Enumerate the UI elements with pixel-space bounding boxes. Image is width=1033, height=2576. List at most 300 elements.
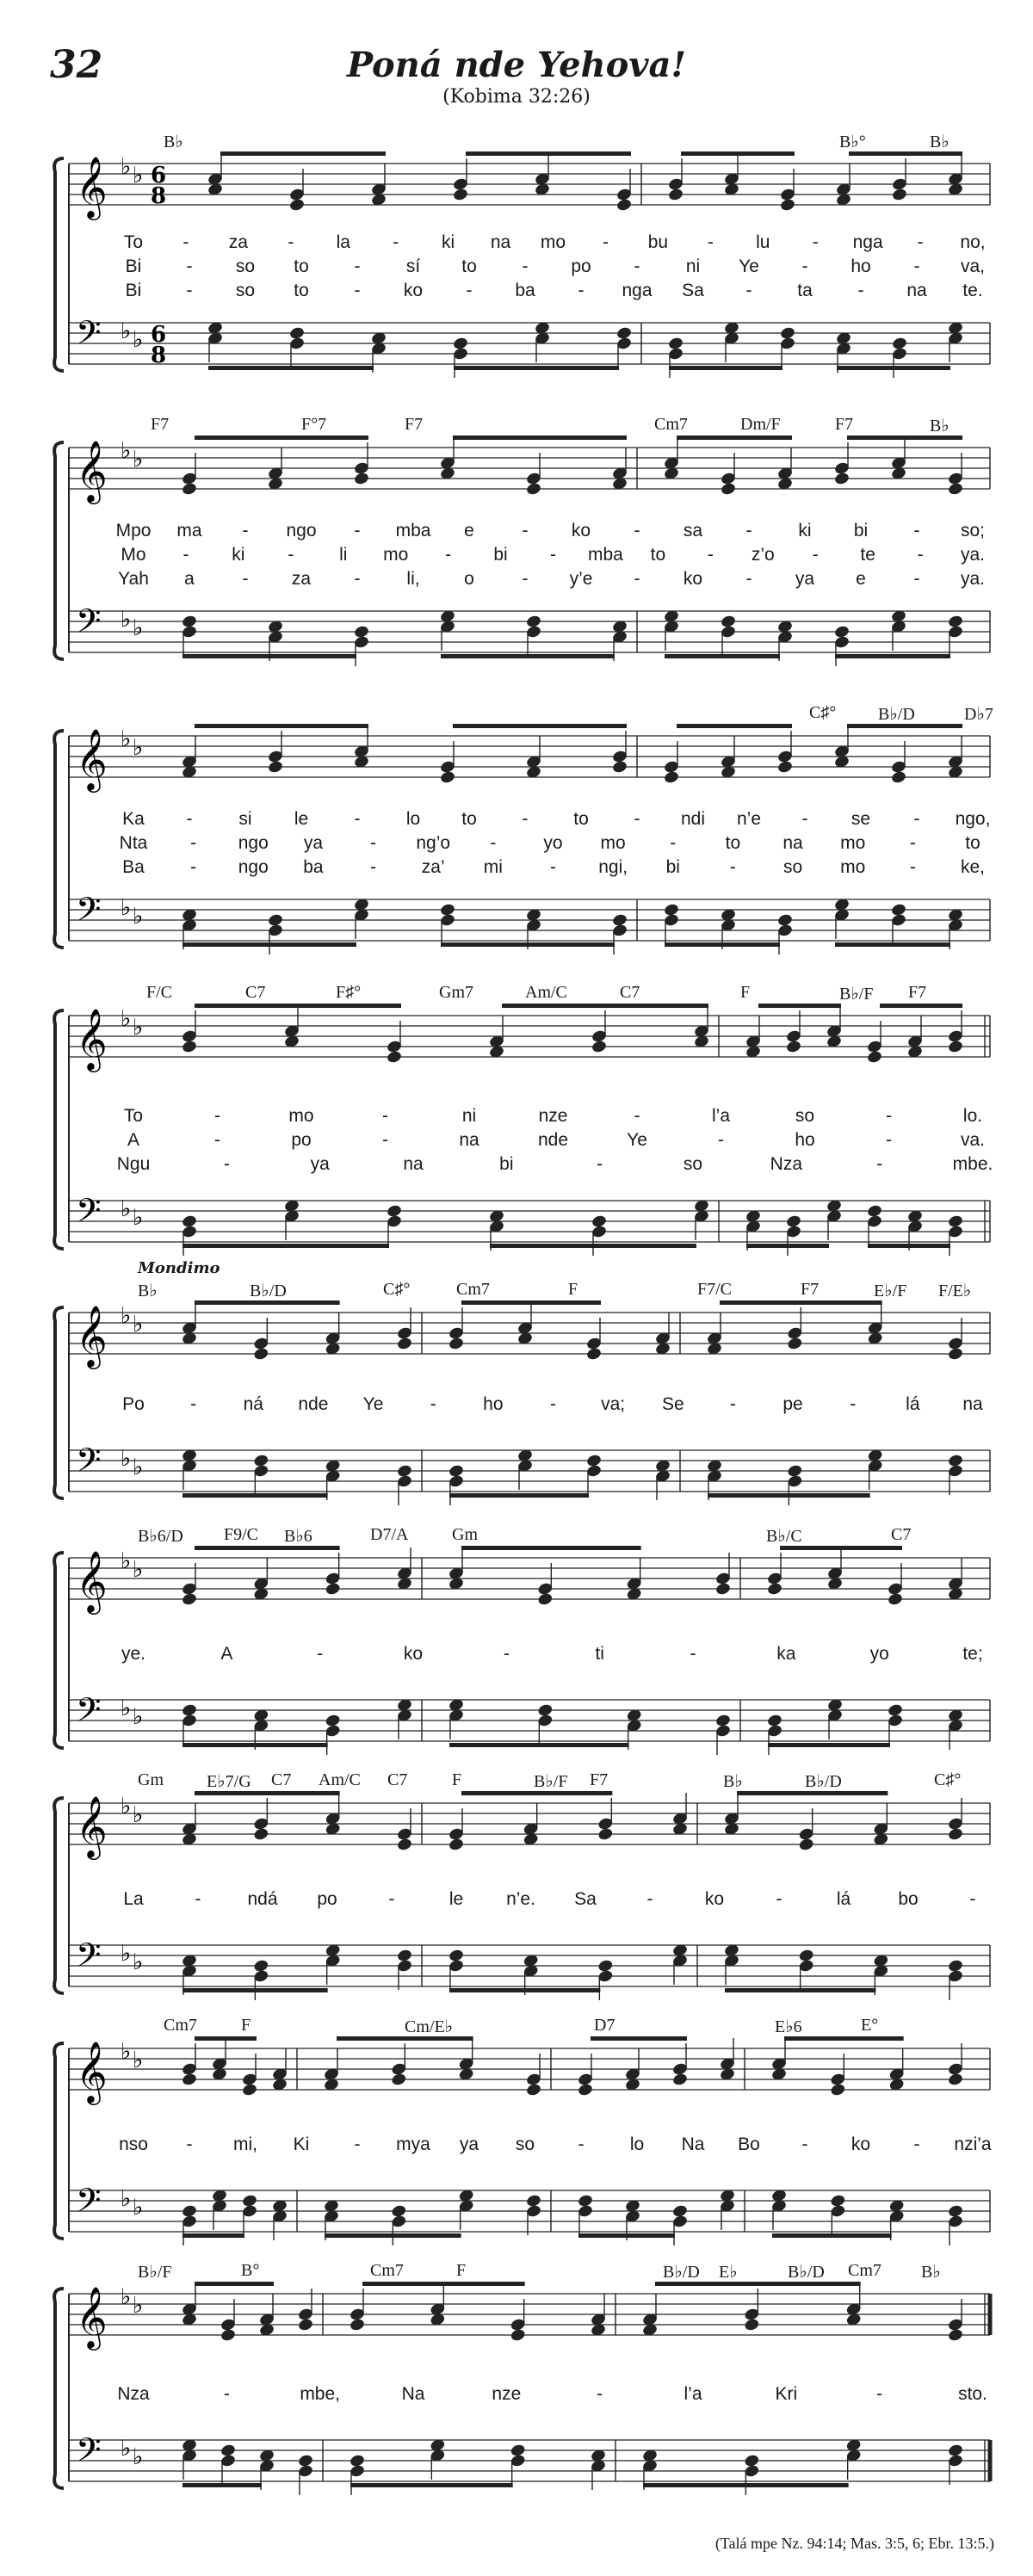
lyric-syllable: sí (405, 256, 421, 276)
music-system (43, 1769, 999, 2010)
treble-beam (677, 724, 792, 728)
flat-icon: ♭ (133, 163, 144, 188)
flat-icon: ♭ (133, 1557, 144, 1583)
lyric-hyphen: - (522, 521, 529, 541)
chord-symbol: Cm7 (164, 2016, 197, 2035)
flat-icon: ♭ (133, 1015, 144, 1041)
treble-notehead (525, 2083, 541, 2097)
lyric-hyphen: - (876, 2384, 883, 2404)
flat-icon: ♭ (121, 1548, 132, 1574)
treble-notehead (577, 2083, 593, 2097)
lyric-syllable: la (336, 232, 350, 252)
lyric-hyphen: - (634, 1106, 640, 1126)
lyric-syllable: Ye (739, 256, 759, 276)
lyric-syllable: n’e. (506, 1889, 535, 1909)
lyric-syllable: lá (836, 1889, 851, 1909)
lyric-syllable: Po (122, 1394, 145, 1414)
flat-icon: ♭ (133, 327, 144, 353)
lyric-syllable: va; (601, 1394, 626, 1414)
lyric-line (43, 1130, 999, 1152)
lyric-syllable: te. (962, 281, 983, 300)
lyric-syllable: bi (853, 521, 869, 541)
lyric-syllable: mo (288, 1106, 314, 1126)
lyric-syllable: to (294, 256, 309, 276)
music-system (43, 1523, 999, 1764)
treble-notehead (525, 482, 541, 497)
lyric-syllable: Se (661, 1394, 684, 1414)
bass-beam (182, 1493, 328, 1498)
chord-symbol: F (740, 983, 751, 1002)
lyric-hyphen: - (745, 569, 752, 589)
lyric-line (43, 1154, 999, 1177)
lyric-syllable: nga (622, 281, 653, 300)
bass-beam (350, 2483, 513, 2487)
lyric-syllable: to (573, 809, 589, 829)
chord-symbol: F/E♭ (938, 1282, 972, 1300)
lyric-hyphen: - (801, 2134, 808, 2154)
lyric-hyphen: - (707, 545, 714, 565)
chord-symbol: Gm7 (439, 983, 473, 1002)
lyric-hyphen: - (550, 545, 556, 565)
treble-notehead (663, 770, 679, 785)
chord-symbol: B♭6/D (138, 1527, 183, 1546)
chord-symbol: Cm7 (456, 1280, 490, 1299)
lyric-syllable: na (906, 281, 927, 300)
flat-icon: ♭ (121, 154, 132, 180)
lyric-hyphen: - (370, 857, 377, 877)
treble-notehead (776, 760, 793, 775)
chord-symbol: B♭/D (663, 2263, 700, 2282)
lyric-hyphen: - (317, 1644, 324, 1664)
lyric-hyphen: - (214, 1106, 220, 1126)
flat-icon: ♭ (121, 895, 132, 921)
lyric-hyphen: - (182, 545, 189, 565)
bass-clef-icon: 𝄢 (76, 1690, 102, 1737)
treble-notehead (891, 188, 907, 202)
lyric-syllable: li, (406, 569, 420, 589)
lyric-hyphen: - (430, 1394, 436, 1414)
lyric-syllable: Ki (293, 2134, 310, 2154)
chord-symbol: E♭ (719, 2263, 738, 2282)
treble-beam (502, 1004, 708, 1008)
lyric-syllable: ya. (960, 545, 986, 565)
flat-icon: ♭ (133, 2048, 144, 2073)
flat-icon: ♭ (121, 2284, 132, 2310)
chord-symbol: Am/C (319, 1770, 361, 1789)
lyric-hyphen: - (354, 281, 361, 300)
lyric-syllable: ko (571, 521, 591, 541)
treble-notehead (288, 198, 305, 213)
lyric-hyphen: - (909, 857, 916, 877)
treble-notehead (448, 1337, 464, 1351)
music-system (43, 2259, 999, 2517)
lyric-syllable: z’o (751, 545, 775, 565)
treble-beam (453, 436, 627, 440)
lyric-hyphen: - (690, 1644, 696, 1664)
chord-symbol: C7 (271, 1770, 292, 1789)
chord-symbol: B♭ (164, 133, 183, 151)
lyric-syllable: na (962, 1394, 983, 1414)
lyric-syllable: lo. (962, 1106, 983, 1126)
treble-notehead (537, 1592, 554, 1607)
treble-notehead (591, 1040, 607, 1054)
lyric-syllable: va, (960, 256, 986, 276)
lyric-syllable: Ba (122, 857, 145, 877)
lyric-syllable: La (123, 1889, 144, 1909)
chord-symbol: F♯° (336, 983, 362, 1002)
lyric-syllable: ngo (238, 857, 269, 877)
chord-symbol: F7 (908, 983, 927, 1002)
treble-notehead (833, 472, 850, 486)
flat-icon: ♭ (121, 1941, 132, 1967)
lyric-syllable: bu (647, 232, 669, 252)
lyric-hyphen: - (522, 569, 529, 589)
flat-icon: ♭ (133, 2195, 144, 2221)
lyric-syllable: li (339, 545, 348, 565)
chord-symbol: E♭/F (874, 1282, 907, 1300)
music-system (43, 129, 999, 405)
lyric-syllable: mba (395, 521, 431, 541)
lyric-syllable: to (461, 256, 477, 276)
lyric-syllable: za’ (421, 857, 445, 877)
bass-beam (208, 366, 374, 370)
treble-notehead (439, 770, 455, 785)
treble-beam (453, 724, 627, 728)
chord-symbol: B° (241, 2261, 260, 2280)
treble-notehead (396, 1337, 412, 1351)
lyric-syllable: Nza (770, 1154, 803, 1174)
treble-clef-icon: 𝄞 (76, 1304, 108, 1367)
chord-symbol: F7 (590, 1770, 609, 1789)
lyric-syllable: Nta (119, 833, 148, 853)
bass-beam (182, 1988, 328, 1992)
flat-icon: ♭ (121, 2436, 132, 2462)
lyric-hyphen: - (186, 2134, 193, 2154)
bass-clef-icon: 𝄢 (76, 1441, 102, 1487)
lyric-hyphen: - (388, 1889, 395, 1909)
lyric-syllable: ya (795, 569, 815, 589)
chord-symbol: F7 (151, 415, 170, 434)
lyric-syllable: ndá (247, 1889, 278, 1909)
lyric-syllable: za (228, 232, 248, 252)
lyric-hyphen: - (354, 2134, 361, 2154)
bass-beam (441, 654, 615, 658)
flat-icon: ♭ (133, 735, 144, 761)
treble-beam (220, 151, 386, 156)
chord-symbol: E° (861, 2016, 879, 2035)
lyric-syllable: Mpo (115, 521, 152, 541)
lyric-hyphen: - (857, 281, 864, 300)
lyric-hyphen: - (382, 1106, 388, 1126)
lyric-syllable: ni (685, 256, 701, 276)
lyric-hyphen: - (503, 1644, 510, 1664)
lyric-syllable: ba (303, 857, 324, 877)
chord-symbol: C7 (387, 1770, 408, 1789)
footer-references: (Talá mpe Nz. 94:14; Mas. 3:5, 6; Ebr. 13:5.) (714, 2535, 994, 2552)
lyric-syllable: Bo (738, 2134, 760, 2154)
lyric-syllable: te (860, 545, 875, 565)
lyric-syllable: Yah (118, 569, 149, 589)
music-system (43, 413, 999, 689)
treble-beam (362, 2282, 525, 2286)
lyric-hyphen: - (393, 232, 399, 252)
lyric-syllable: ki (798, 521, 812, 541)
lyric-syllable: Sa (574, 1889, 597, 1909)
lyric-syllable: lu (756, 232, 770, 252)
bass-clef-icon: 𝄢 (76, 313, 102, 360)
bass-beam (325, 2233, 461, 2238)
lyric-syllable: nde (537, 1130, 569, 1150)
lyric-syllable: yo (869, 1644, 889, 1664)
flat-icon: ♭ (133, 447, 144, 473)
chord-symbol: E♭6 (775, 2017, 802, 2036)
flat-icon: ♭ (121, 438, 132, 464)
lyric-hyphen: - (214, 1130, 220, 1150)
flat-icon: ♭ (121, 726, 132, 752)
treble-notehead (253, 1827, 269, 1842)
lyric-syllable: Kri (775, 2384, 798, 2404)
treble-beam (677, 436, 792, 440)
lyric-syllable: ko (683, 569, 703, 589)
lyric-line (43, 1106, 999, 1128)
lyric-syllable: yo (543, 833, 563, 853)
lyric-hyphen: - (382, 1130, 388, 1150)
chord-symbol: B♭ (138, 1282, 158, 1300)
lyric-syllable: Nza (117, 2384, 150, 2404)
song-number: 32 (50, 43, 103, 87)
scripture-reference: (Kobima 32:26) (442, 86, 591, 108)
treble-notehead (181, 1040, 197, 1054)
treble-beam (195, 1004, 401, 1008)
lyric-syllable: na (459, 1130, 479, 1150)
lyric-syllable: ndi (680, 809, 706, 829)
chord-symbol: C♯° (383, 1280, 411, 1299)
lyric-syllable: bi (665, 857, 680, 877)
lyric-hyphen: - (876, 1154, 883, 1174)
lyric-syllable: na (490, 232, 511, 252)
lyric-hyphen: - (602, 232, 609, 252)
treble-notehead (391, 2073, 407, 2087)
treble-notehead (744, 2318, 760, 2332)
lyric-syllable: nzi’a (954, 2134, 992, 2154)
treble-clef-icon: 𝄞 (76, 439, 108, 502)
lyric-line (43, 1644, 999, 1666)
treble-notehead (297, 2318, 313, 2332)
lyric-hyphen: - (670, 833, 677, 853)
flat-icon: ♭ (133, 904, 144, 930)
bass-beam (708, 1493, 870, 1498)
lyric-hyphen: - (850, 1394, 857, 1414)
lyric-syllable: ko (851, 2134, 871, 2154)
bass-beam (835, 942, 950, 947)
treble-beam (195, 2036, 257, 2041)
lyric-syllable: mba (588, 545, 623, 565)
bass-beam (490, 1244, 696, 1248)
lyric-syllable: so (235, 281, 256, 300)
bass-beam (868, 1244, 950, 1248)
lyric-syllable: A (127, 1130, 140, 1150)
chord-symbol: B♭° (839, 133, 866, 151)
bass-beam (454, 366, 619, 370)
treble-notehead (667, 188, 684, 202)
chord-symbol: Cm/E♭ (405, 2017, 454, 2036)
flat-icon: ♭ (133, 2444, 144, 2470)
chord-symbol: F (456, 2261, 467, 2280)
lyric-syllable: ngo (238, 833, 269, 853)
chord-symbol: F (241, 2016, 251, 2035)
lyric-syllable: Na (401, 2384, 425, 2404)
lyric-syllable: Ngu (116, 1154, 151, 1174)
lyric-line (43, 2384, 999, 2406)
lyric-hyphen: - (242, 521, 249, 541)
lyric-syllable: le (448, 1889, 464, 1909)
lyric-hyphen: - (242, 569, 249, 589)
treble-beam (758, 1004, 841, 1008)
treble-beam (461, 1546, 641, 1550)
flat-icon: ♭ (121, 318, 132, 344)
lyric-syllable: ná (243, 1394, 263, 1414)
bass-clef-icon: 𝄢 (76, 890, 102, 936)
treble-notehead (452, 188, 468, 202)
lyric-syllable: ho (483, 1394, 504, 1414)
lyric-hyphen: - (634, 809, 640, 829)
lyric-hyphen: - (745, 281, 752, 300)
chord-symbol: B♭/C (766, 1527, 802, 1546)
lyric-syllable: sa (683, 521, 703, 541)
flat-icon: ♭ (121, 1196, 132, 1222)
bass-beam (449, 1493, 589, 1498)
chord-symbol: F/C (146, 983, 173, 1002)
lyric-syllable: si (238, 809, 252, 829)
lyric-syllable: bo (898, 1889, 919, 1909)
treble-clef-icon: 𝄞 (76, 727, 108, 790)
lyric-syllable: na (403, 1154, 424, 1174)
lyric-syllable: mbe, (300, 2384, 340, 2404)
lyric-syllable: Mo (121, 545, 146, 565)
lyric-syllable: y’e (569, 569, 593, 589)
chord-symbol: B♭ (723, 1772, 743, 1791)
lyric-hyphen: - (886, 1130, 892, 1150)
lyric-syllable: ko (403, 1644, 424, 1664)
lyric-syllable: Ye (627, 1130, 647, 1150)
lyric-hyphen: - (490, 833, 497, 853)
lyric-syllable: l’a (711, 1106, 731, 1126)
lyric-syllable: nso (119, 2134, 148, 2154)
treble-notehead (448, 1838, 464, 1852)
bass-beam (449, 1988, 600, 1992)
lyric-syllable: no, (960, 232, 986, 252)
chord-symbol: F7/C (697, 1280, 733, 1299)
bass-beam (772, 2233, 892, 2238)
lyric-hyphen: - (354, 256, 361, 276)
chord-symbol: C♯° (809, 703, 837, 722)
lyric-hyphen: - (288, 545, 294, 565)
lyric-hyphen: - (886, 1106, 892, 1126)
lyric-hyphen: - (578, 281, 585, 300)
lyric-line (43, 569, 999, 591)
chord-symbol: B♭/F (138, 2263, 172, 2282)
lyric-syllable: ho (795, 1130, 815, 1150)
chord-symbol: F7 (835, 415, 854, 434)
lyric-hyphen: - (707, 232, 714, 252)
lyric-line (43, 833, 999, 856)
treble-beam (195, 436, 368, 440)
music-system (43, 981, 999, 1265)
lyric-syllable: ni (461, 1106, 477, 1126)
treble-notehead (349, 2318, 365, 2332)
chord-symbol: B♭/D (250, 1282, 287, 1300)
lyric-syllable: za (291, 569, 312, 589)
lyric-syllable: so; (960, 521, 986, 541)
flat-icon: ♭ (133, 615, 144, 641)
lyric-syllable: ya (459, 2134, 479, 2154)
chord-symbol: C7 (891, 1525, 912, 1544)
chord-symbol: F9/C (224, 1525, 259, 1544)
treble-notehead (386, 1050, 402, 1065)
treble-notehead (947, 2073, 963, 2087)
treble-clef-icon: 𝄞 (76, 2040, 108, 2103)
bass-beam (441, 942, 615, 947)
chord-symbol: D♭7 (964, 705, 993, 724)
lyric-syllable: ya. (960, 569, 986, 589)
lyric-hyphen: - (917, 232, 924, 252)
flat-icon: ♭ (121, 2186, 132, 2212)
treble-beam (461, 1300, 601, 1305)
lyric-hyphen: - (634, 569, 640, 589)
chord-symbol: B♭/D (805, 1772, 842, 1791)
flat-icon: ♭ (121, 1006, 132, 1032)
lyric-hyphen: - (186, 281, 193, 300)
treble-beam (195, 1546, 340, 1550)
flat-icon: ♭ (121, 2039, 132, 2065)
treble-notehead (597, 1827, 614, 1842)
chord-symbol: E♭7/G (207, 1772, 251, 1791)
lyric-syllable: so (515, 2134, 535, 2154)
lyric-hyphen: - (186, 809, 193, 829)
treble-notehead (714, 1582, 731, 1597)
lyric-syllable: mo (383, 545, 409, 565)
chord-symbol: B♭6 (284, 1527, 312, 1546)
treble-notehead (181, 1592, 197, 1607)
lyric-hyphen: - (913, 569, 920, 589)
lyric-syllable: e (856, 569, 866, 589)
bass-beam (182, 2483, 262, 2487)
time-signature-bottom: 8 (151, 343, 167, 368)
lyric-syllable: to (294, 281, 309, 300)
lyric-hyphen: - (354, 569, 361, 589)
bass-beam (578, 2233, 675, 2238)
chord-symbol: B♭/F (839, 985, 874, 1004)
flat-icon: ♭ (121, 1303, 132, 1329)
lyric-hyphen: - (354, 809, 361, 829)
lyric-syllable: ka (776, 1644, 796, 1664)
bass-clef-icon: 𝄢 (76, 2431, 102, 2477)
lyric-syllable: mi, (233, 2134, 257, 2154)
lyric-line (43, 256, 999, 279)
flat-icon: ♭ (133, 1205, 144, 1231)
lyric-syllable: to (461, 809, 477, 829)
lyric-hyphen: - (186, 256, 193, 276)
lyric-hyphen: - (812, 545, 819, 565)
treble-notehead (779, 198, 795, 213)
lyric-hyphen: - (288, 232, 294, 252)
lyric-line (43, 1394, 999, 1417)
chord-symbol: F (568, 1280, 578, 1299)
lyric-line (43, 857, 999, 880)
flat-icon: ♭ (133, 1312, 144, 1337)
treble-beam (784, 2036, 904, 2041)
lyric-syllable: ya (310, 1154, 330, 1174)
